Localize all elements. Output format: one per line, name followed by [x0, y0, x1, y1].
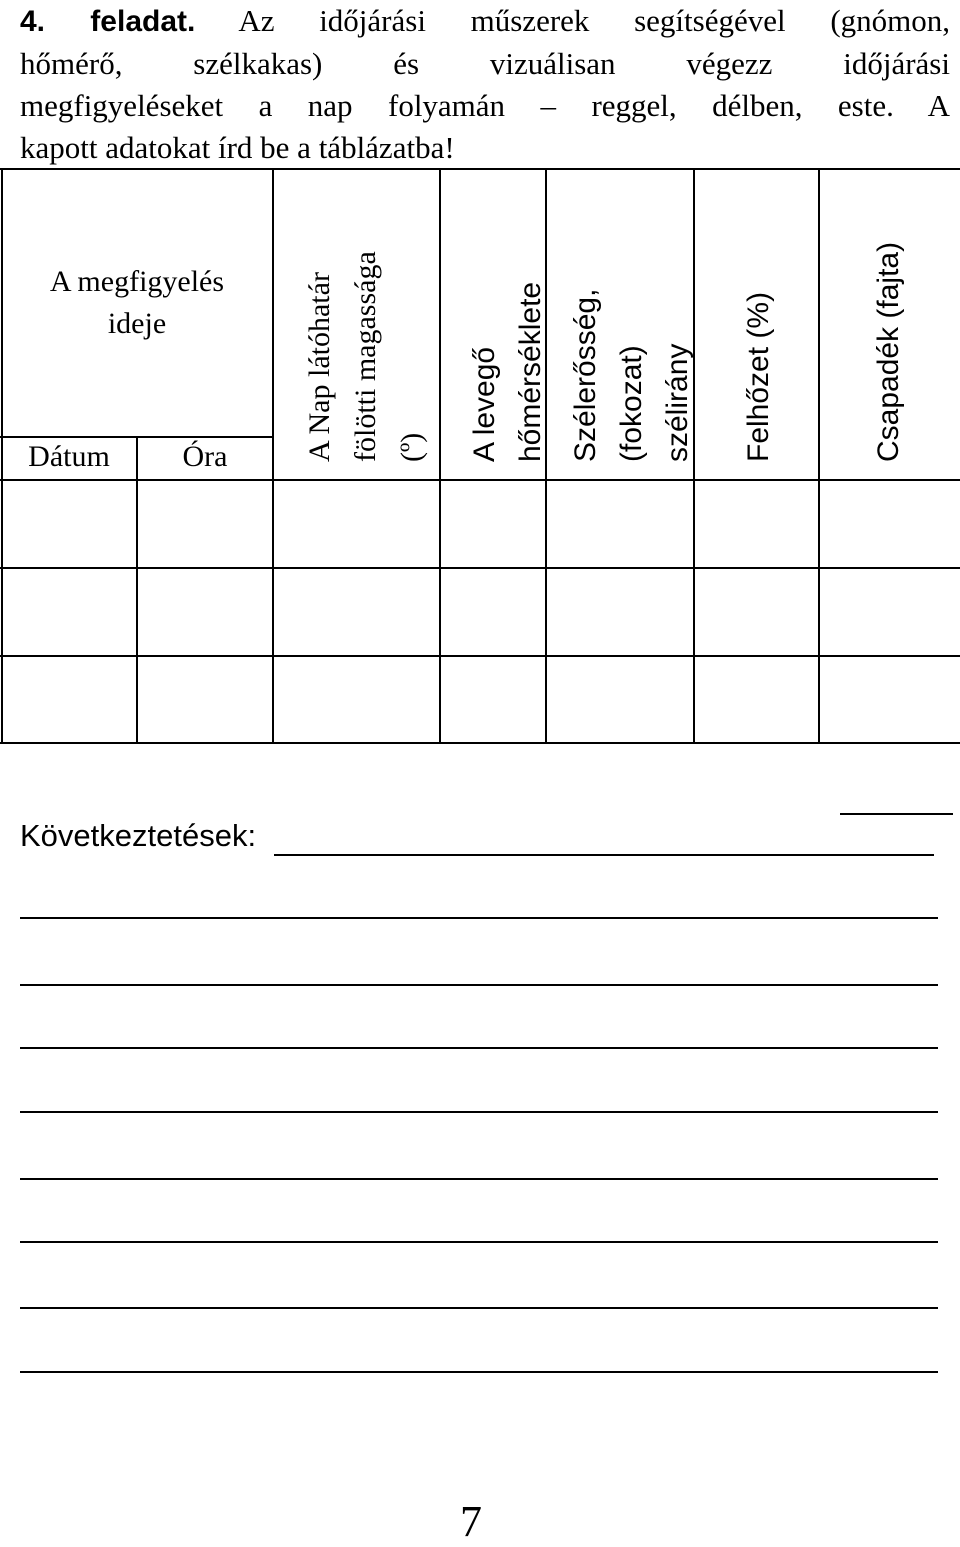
table-border-top — [0, 168, 960, 170]
table-border-bottom — [0, 742, 960, 744]
task-line-3: megfigyeléseket a nap folyamán – reggel, délben, este. A — [20, 88, 950, 123]
answer-line — [20, 1307, 938, 1309]
answer-line — [20, 984, 938, 986]
answer-line — [20, 917, 938, 919]
answer-line — [20, 1178, 938, 1180]
date-header: Dátum — [28, 440, 110, 473]
conclusions-label: Következtetések: — [20, 818, 257, 853]
task-line-1: Az időjárási műszerek segítségével (gnómon, — [238, 3, 951, 38]
observation-time-header: A megfigyelés ideje — [49, 265, 225, 340]
table-row — [3, 481, 960, 567]
answer-line — [20, 1241, 938, 1243]
answer-line — [20, 1047, 938, 1049]
task-number: 4. feladat. — [20, 5, 196, 38]
page-number: 7 — [460, 1497, 482, 1546]
answer-line — [274, 854, 934, 856]
answer-line — [20, 1371, 938, 1373]
task-text — [20, 0, 950, 169]
answer-line-tail — [840, 813, 953, 815]
task-line-2: hőmérő, szélkakas) és vizuálisan végezz időjárási — [20, 46, 950, 81]
table-row — [3, 657, 960, 742]
answer-line — [20, 1111, 938, 1113]
hour-header: Óra — [182, 440, 228, 473]
observation-table: A megfigyelés ideje Dátum Óra A Nap látóhatár fölötti magassága (º) A levegő hőmérséklete Szélerősség, (fokozat) szélirány Felhőzet (%) Csapadék (fajta) — [0, 168, 960, 744]
task-line-4: kapott adatokat írd be a táblázatba! — [20, 130, 455, 165]
table-row — [3, 569, 960, 655]
